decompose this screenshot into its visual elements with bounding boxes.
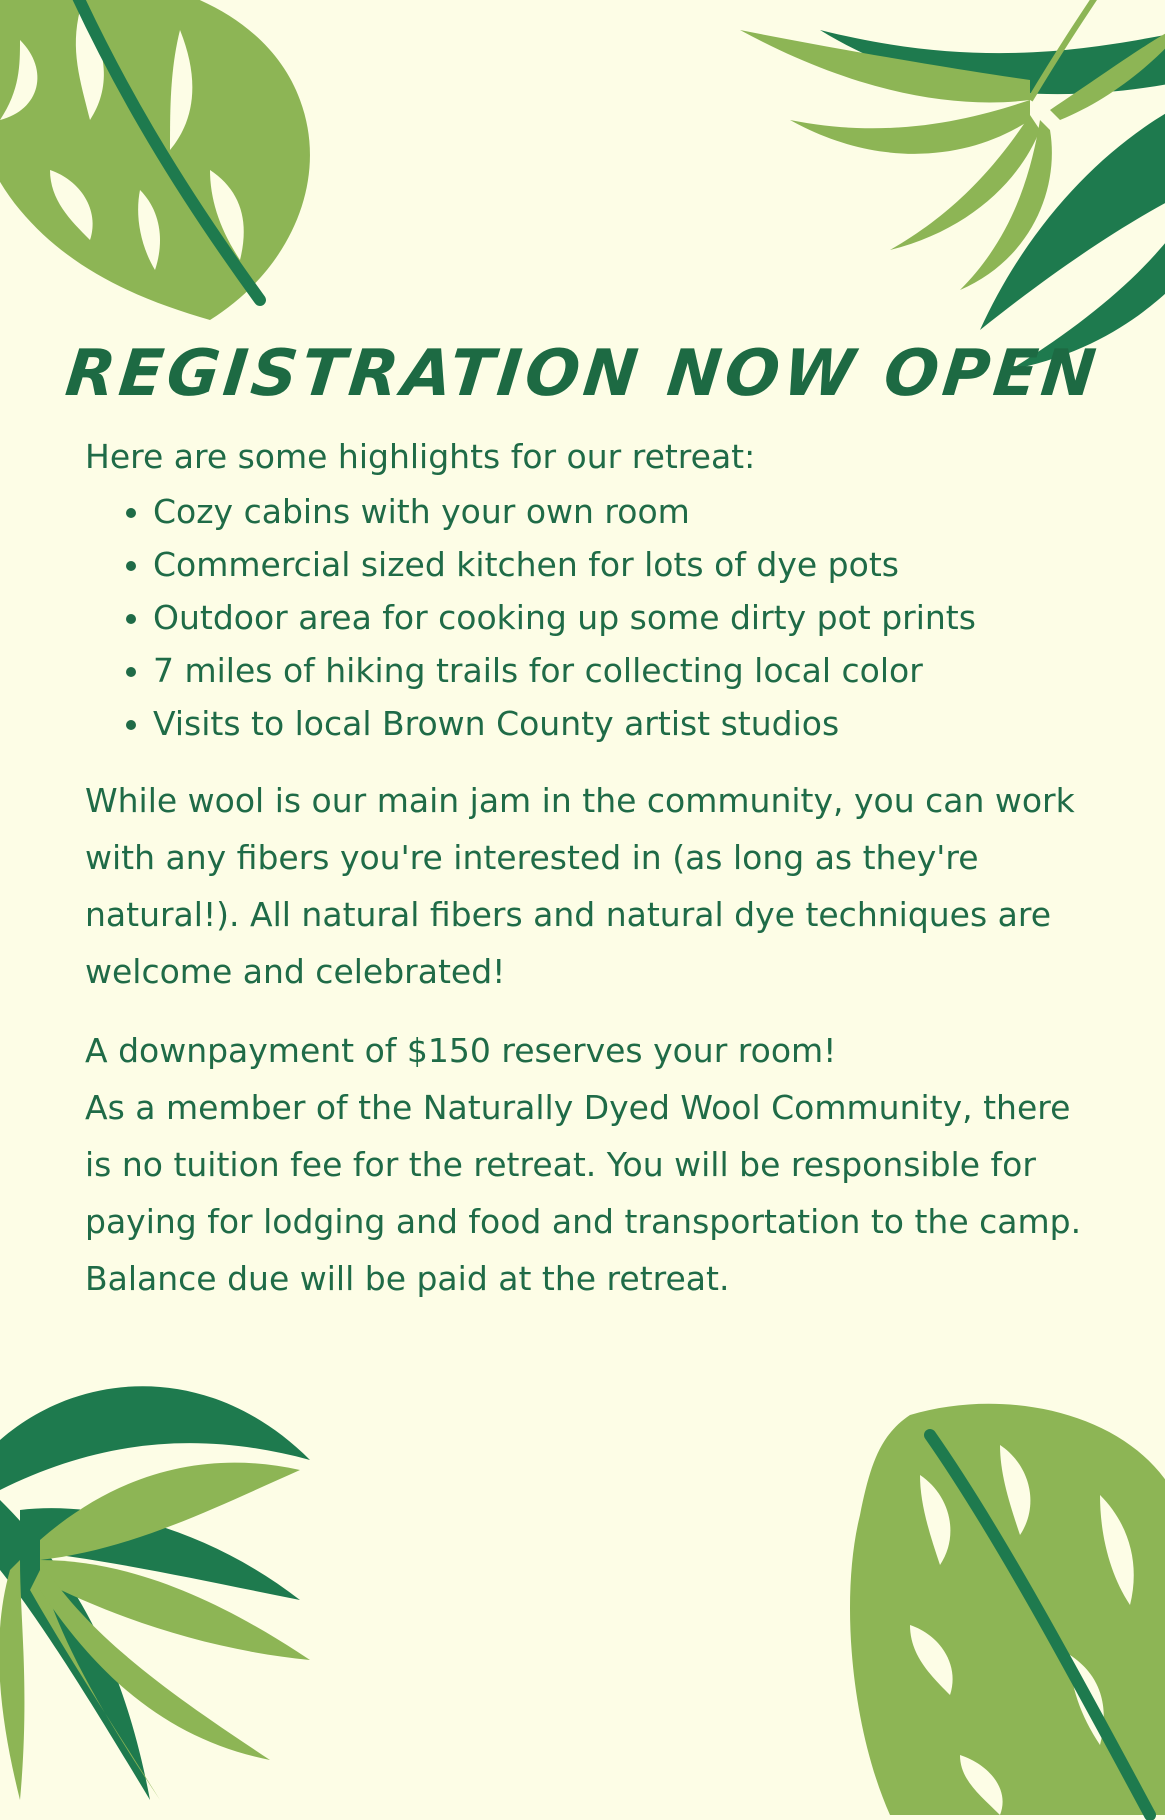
fibers-paragraph: While wool is our main jam in the community, you can work with any fibers you're interested in (as long as they're natural!). All natural fibers and natural dye techniques are welcome and celebrated!: [85, 781, 1075, 991]
highlight-item: • Outdoor area for cooking up some dirty pot prints: [153, 591, 1095, 644]
palm-leaf-top-right-icon: [730, 0, 1165, 390]
highlights-list: [85, 485, 1095, 750]
palm-leaf-bottom-left-icon: [0, 1360, 360, 1820]
highlight-item: • Visits to local Brown County artist studios: [153, 697, 1095, 750]
monstera-leaf-top-left-icon: [0, 0, 360, 350]
membership-paragraph: As a member of the Naturally Dyed Wool Community, there is no tuition fee for the retreat. You will be responsible for paying for lodging and food and transportation to the camp. Balance due will be paid at the retreat.: [85, 1088, 1082, 1298]
main-content: [85, 428, 1095, 1307]
highlight-item: • Commercial sized kitchen for lots of dye pots: [153, 538, 1095, 591]
monstera-leaf-bottom-right-icon: [850, 1395, 1165, 1815]
downpayment-text: A downpayment of $150 reserves your room!: [85, 1031, 837, 1070]
intro-text: Here are some highlights for our retreat:: [85, 437, 756, 476]
page-title: REGISTRATION NOW OPEN: [62, 337, 1103, 411]
highlight-item: • 7 miles of hiking trails for collecting local color: [153, 644, 1095, 697]
highlight-item: • Cozy cabins with your own room: [153, 485, 1095, 538]
